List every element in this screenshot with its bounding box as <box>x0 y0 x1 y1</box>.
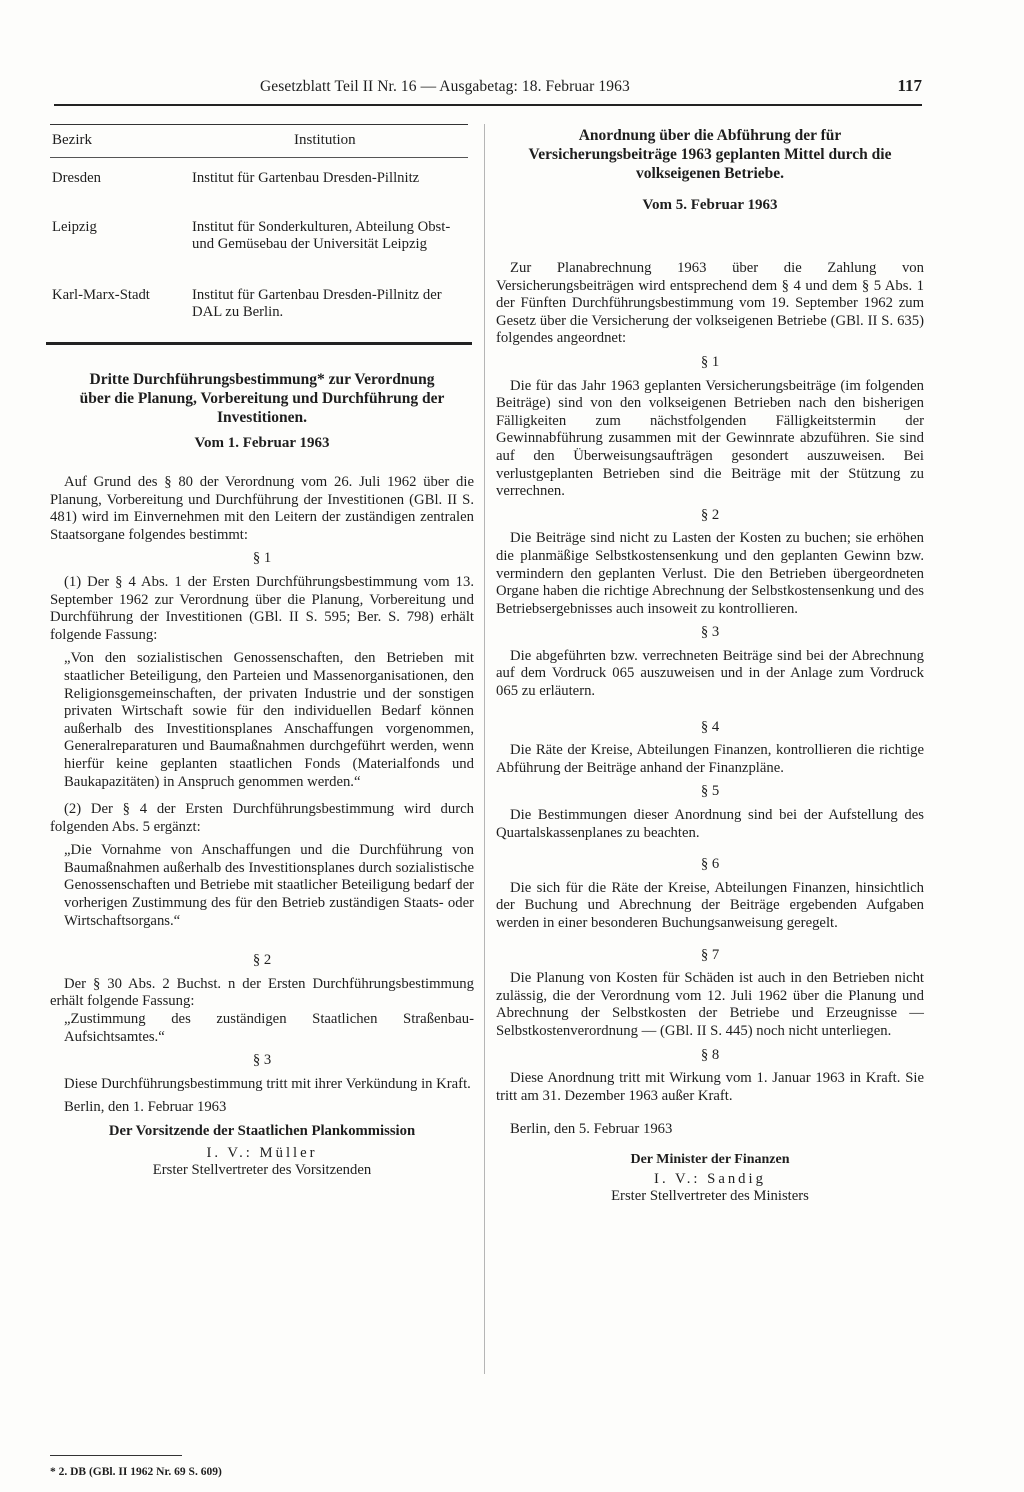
left-title-block <box>50 370 474 453</box>
left-signature-title: Der Vorsitzende der Staatlichen Plankommission <box>108 1123 416 1139</box>
left-s2-quote: „Zustimmung des zuständigen Staatlichen Straßenbau-Aufsichtsamtes.“ <box>64 1011 474 1045</box>
right-signature-title: Der Minister der Finanzen <box>630 1151 790 1167</box>
section-mark: § 2 <box>700 506 720 523</box>
left-signature-role: Erster Stellvertreter des Vorsitzenden <box>152 1162 372 1179</box>
header-rule <box>54 104 922 106</box>
right-s7-p: Die Planung von Kosten für Schäden ist auch in den Betrieben nicht zulässig, die der Verordnung vom 12. Juli 1962 über die Planung und Abrechnung der Selbstkosten der Betriebe und Erzeugnisse — Selbstkostenverordnung — (GBl. II S. 445) noch nicht unterliegen. <box>496 970 924 1039</box>
left-intro: Auf Grund des § 80 der Verordnung vom 26. Juli 1962 über die Planung, Vorbereitung und Durchführung der Investitionen (GBl. II S. 481) wird im Einvernehmen mit den Leitern der zuständigen zentralen Staatsorgane folgendes bestimmt: <box>50 474 474 543</box>
left-date: Vom 1. Februar 1963 <box>194 435 330 451</box>
left-s1-quote2: „Die Vornahme von Anschaffungen und die Durchführung von Baumaßnahmen außerhalb des Investitionsplanes durch sozialistische Genossenschaften und Betriebe mit staatlicher Beteiligung bedarf der vorherigen Zustimmung des für den Betrieb zuständigen Staats- oder Wirtschaftsorgans.“ <box>64 842 474 929</box>
section-mark: § 7 <box>700 946 720 963</box>
left-s3-p: Diese Durchführungsbestimmung tritt mit ihrer Verkündung in Kraft. <box>64 1075 471 1092</box>
right-s5-p: Die Bestimmungen dieser Anordnung sind bei der Aufstellung des Quartalskassenplanes zu beachten. <box>496 807 924 841</box>
left-s1-quote1: „Von den sozialistischen Genossenschaften, den Betrieben mit staatlicher Beteiligung, den Parteien und Massenorganisationen, den Religionsgemeinschaften, der privaten Industrie und der sonstigen privaten Wirtschaft sowie für den individuellen Bedarf können außerhalb des Investitionsplanes Anschaffungen vorgenommen, Generalreparaturen und Baumaßnahmen durchgeführt werden, wenn hierfür keine geplanten staatlichen Fonds (Materialfonds und Baukapazitäten) in Anspruch genommen werden.“ <box>64 650 474 790</box>
footnote-rule <box>50 1455 182 1456</box>
section-mark: § 1 <box>252 550 272 567</box>
right-body <box>496 260 924 1206</box>
left-s1-p1: (1) Der § 4 Abs. 1 der Ersten Durchführungsbestimmung vom 13. September 1962 zur Verordnung über die Planung, Vorbereitung und Durchführung der Investitionen (GBl. II S. 595; Ber. S. 798) erhält folgende Fassung: <box>50 573 474 643</box>
section-mark: § 5 <box>700 783 720 800</box>
table-top-rule <box>50 124 468 125</box>
header-title: Gesetzblatt Teil II Nr. 16 — Ausgabetag: 18. Februar 1963 <box>260 78 630 95</box>
section-mark: § 3 <box>700 624 720 641</box>
left-title: Dritte Durchführungsbestimmung* zur Verordnung über die Planung, Vorbereitung und Durchführung der Investitionen. <box>79 371 445 426</box>
left-s1-p2: (2) Der § 4 der Ersten Durchführungsbestimmung wird durch folgenden Abs. 5 ergänzt: <box>50 801 474 835</box>
column-divider <box>484 124 485 1374</box>
table-header-rule <box>50 157 468 158</box>
section-mark: § 8 <box>700 1046 720 1063</box>
right-s4-p: Die Räte der Kreise, Abteilungen Finanzen, kontrollieren die richtige Abführung der Beiträge anhand der Finanzpläne. <box>496 742 924 776</box>
right-s8-p: Diese Anordnung tritt mit Wirkung vom 1. Januar 1963 in Kraft. Sie tritt am 31. Dezember 1963 außer Kraft. <box>496 1070 924 1104</box>
right-place-date: Berlin, den 5. Februar 1963 <box>510 1121 673 1138</box>
table-end-rule <box>46 342 472 345</box>
table-header-institution: Institution <box>294 132 356 148</box>
table-cell-institution: Institut für Gartenbau Dresden-Pillnitz der DAL zu Berlin. <box>192 287 442 321</box>
right-intro: Zur Planabrechnung 1963 über die Zahlung von Versicherungsbeiträgen wird entsprechend dem § 4 und dem § 5 Abs. 1 der Fünften Durchführungsbestimmung vom 19. September 1962 zum Gesetz über die Versicherung der volkseigenen Betriebe (GBl. II S. 635) folgendes angeordnet: <box>496 260 924 347</box>
table-cell-institution: Institut für Sonderkulturen, Abteilung Obst- und Gemüsebau der Universität Leipzig <box>192 219 451 253</box>
right-s3-p: Die abgeführten bzw. verrechneten Beiträge sind bei der Abrechnung auf dem Vordruck 065 auszuweisen und in der Anlage zum Vordruck 065 zu erläutern. <box>496 647 924 700</box>
section-mark: § 4 <box>700 718 720 735</box>
section-mark: § 3 <box>252 1052 272 1069</box>
right-title: Anordnung über die Abführung der für Versicherungsbeiträge 1963 geplanten Mittel durch die volkseigenen Betriebe. <box>528 127 892 182</box>
right-date: Vom 5. Februar 1963 <box>642 197 778 213</box>
right-s6-p: Die sich für die Räte der Kreise, Abteilungen Finanzen, hinsichtlich der Buchung und Abrechnung der Beiträge ergebenden Aufgaben werden in einer besonderen Buchungsanweisung geregelt. <box>496 879 924 931</box>
left-place-date: Berlin, den 1. Februar 1963 <box>64 1099 227 1116</box>
right-signature-name: I. V.: Sandig <box>654 1170 766 1187</box>
right-s2-p: Die Beiträge sind nicht zu Lasten der Kosten zu buchen; sie erhöhen die planmäßige Selbstkostensenkung und den geplanten Gewinn bzw. vermindern den geplanten Verlust. Die den Betrieben übergeordneten Organe haben die richtige Abrechnung der Selbstkostensenkung und des Betriebsergebnisses auch insoweit zu kontrollieren. <box>496 530 924 617</box>
left-signature-name: I. V.: Müller <box>206 1144 318 1161</box>
page-header <box>54 76 922 100</box>
right-title-block <box>496 126 924 215</box>
table-cell-bezirk: Dresden <box>52 170 101 186</box>
left-body <box>50 474 474 1180</box>
table-header-bezirk: Bezirk <box>52 132 92 148</box>
section-mark: § 2 <box>252 952 272 969</box>
footnote: * 2. DB (GBl. II 1962 Nr. 69 S. 609) <box>50 1466 222 1478</box>
table-cell-bezirk: Leipzig <box>52 219 97 235</box>
right-signature-role: Erster Stellvertreter des Ministers <box>611 1188 809 1205</box>
page-number: 117 <box>897 76 922 95</box>
table-cell-bezirk: Karl-Marx-Stadt <box>52 287 150 303</box>
left-s2-p: Der § 30 Abs. 2 Buchst. n der Ersten Durchführungsbestimmung erhält folgende Fassung: <box>50 975 474 1010</box>
section-mark: § 6 <box>700 856 720 873</box>
right-s1-p: Die für das Jahr 1963 geplanten Versicherungsbeiträge (im folgenden Beiträge) sind von den volkseigenen Betrieben nach den bisherigen Fälligkeiten zum nächstfolgenden Fälligkeitstermin der Gewinnabführung zusammen mit der Gewinnrate abzuführen. Sie sind auf den Überweisungsaufträgen gesondert auszuweisen. Bei verlustgeplanten Betrieben sind die Beiträge mit der Stützung zu verrechnen. <box>496 377 924 500</box>
table-cell-institution: Institut für Gartenbau Dresden-Pillnitz <box>192 170 420 186</box>
section-mark: § 1 <box>700 353 720 370</box>
